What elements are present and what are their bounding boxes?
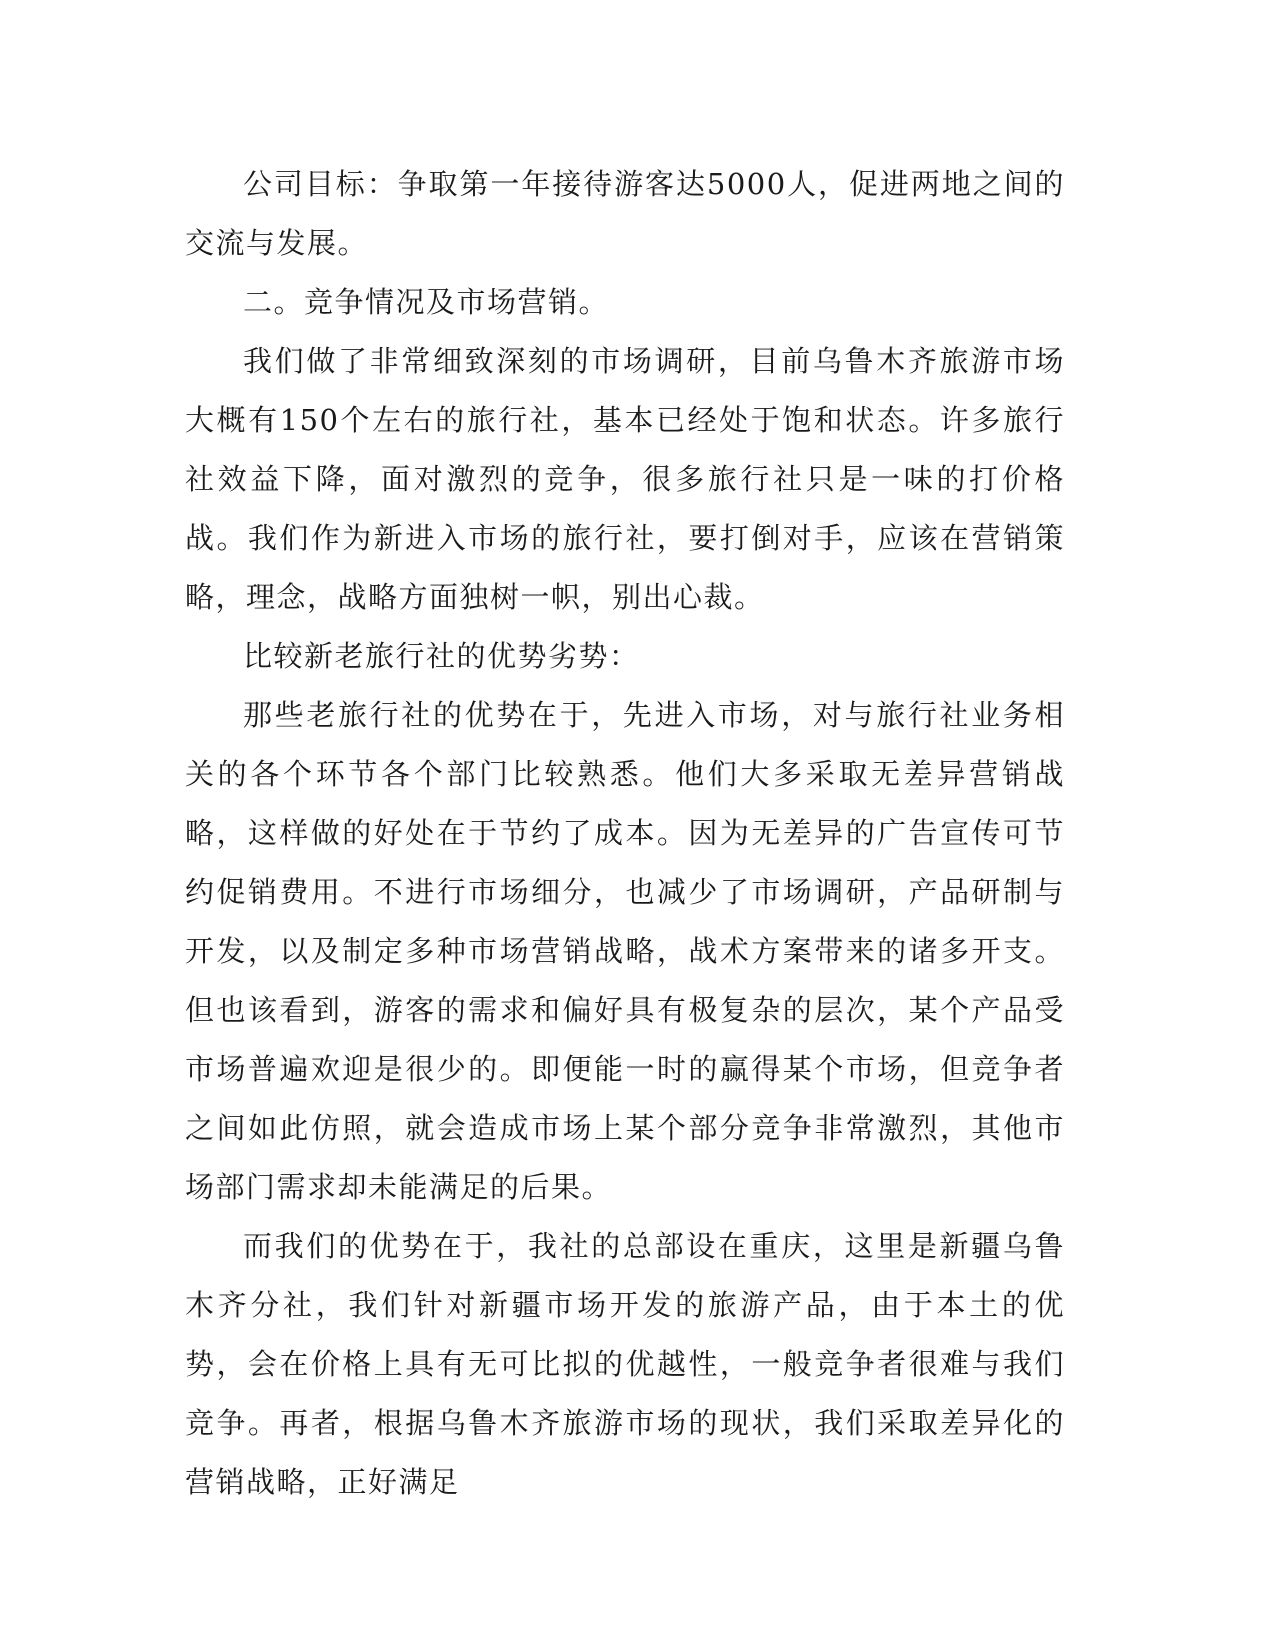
paragraph-market-research: 我们做了非常细致深刻的市场调研，目前乌鲁木齐旅游市场大概有150个左右的旅行社，基本已经处于饱和状态。许多旅行社效益下降，面对激烈的竞争，很多旅行社只是一味的打价格战。我们作为新进入市场的旅行社，要打倒对手，应该在营销策略，理念，战略方面独树一帜，别出心裁。 <box>185 344 1065 614</box>
section-heading-competition: 二。竞争情况及市场营销。 <box>243 285 610 319</box>
paragraph-company-goal: 公司目标：争取第一年接待游客达5000人，促进两地之间的交流与发展。 <box>185 167 1065 260</box>
paragraph-our-advantages: 而我们的优势在于，我社的总部设在重庆，这里是新疆乌鲁木齐分社，我们针对新疆市场开发的旅游产品，由于本土的优势，会在价格上具有无可比拟的优越性，一般竞争者很难与我们竞争。再者，根据乌鲁木齐旅游市场的现状，我们采取差异化的营销战略，正好满足 <box>185 1229 1065 1499</box>
document-body <box>185 155 1065 1512</box>
paragraph-old-agencies: 那些老旅行社的优势在于，先进入市场，对与旅行社业务相关的各个环节各个部门比较熟悉。他们大多采取无差异营销战略，这样做的好处在于节约了成本。因为无差异的广告宣传可节约促销费用。不进行市场细分，也减少了市场调研，产品研制与开发，以及制定多种市场营销战略，战术方案带来的诸多开支。但也该看到，游客的需求和偏好具有极复杂的层次，某个产品受市场普遍欢迎是很少的。即便能一时的赢得某个市场，但竞争者之间如此仿照，就会造成市场上某个部分竞争非常激烈，其他市场部门需求却未能满足的后果。 <box>185 698 1065 1204</box>
paragraph-comparison-heading: 比较新老旅行社的优势劣势： <box>243 639 640 673</box>
